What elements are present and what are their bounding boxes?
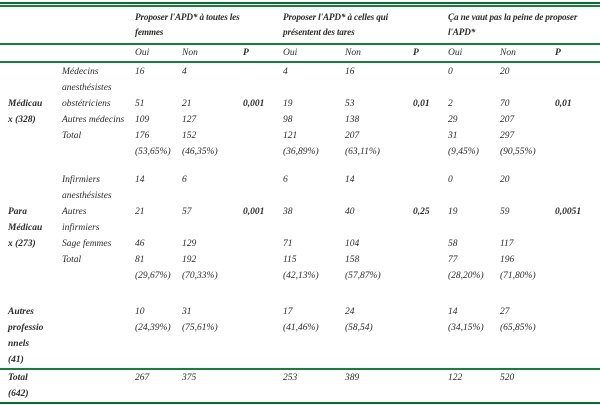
category-label-cell: anesthésistes xyxy=(62,83,112,93)
subheader-row xyxy=(0,45,600,61)
table-row xyxy=(0,236,600,252)
column-header-propose-with-tares xyxy=(283,10,448,40)
value-cell: 0 xyxy=(448,175,453,185)
table-row xyxy=(0,128,600,144)
value-cell: 127 xyxy=(182,115,197,125)
group-label-cell: Total xyxy=(8,373,28,383)
value-cell: 121 xyxy=(283,131,298,141)
value-cell: 53 xyxy=(345,99,355,109)
p-value-cell: 0,0051 xyxy=(555,207,582,217)
value-cell: 4 xyxy=(182,67,187,77)
column-header-line: Proposer l'APD* à celles qui xyxy=(283,12,389,22)
category-label-cell: Autres médecins xyxy=(62,115,125,125)
value-cell: 77 xyxy=(448,255,458,265)
table-row xyxy=(0,80,600,96)
table-row xyxy=(0,172,600,188)
value-cell: 10 xyxy=(135,307,145,317)
value-cell: (28,20%) xyxy=(448,271,484,281)
value-cell: 375 xyxy=(182,373,197,383)
subheader-oui-2: Oui xyxy=(283,48,298,58)
table-row xyxy=(0,64,600,80)
value-cell: 152 xyxy=(182,131,197,141)
value-cell: 207 xyxy=(500,115,515,125)
subheader-non-3: Non xyxy=(500,48,516,58)
group-label-cell: (642) xyxy=(8,389,29,399)
subheader-non-2: Non xyxy=(345,48,361,58)
value-cell: 14 xyxy=(448,307,458,317)
value-cell: 57 xyxy=(182,207,192,217)
value-cell: 27 xyxy=(500,307,510,317)
value-cell: (29,67%) xyxy=(135,271,171,281)
value-cell: 29 xyxy=(448,115,458,125)
group-label-cell: x (273) xyxy=(8,239,36,249)
value-cell: 19 xyxy=(283,99,293,109)
value-cell: 207 xyxy=(345,131,360,141)
value-cell: 192 xyxy=(182,255,197,265)
value-cell: 196 xyxy=(500,255,515,265)
table-row xyxy=(0,96,600,112)
table-body xyxy=(0,63,600,402)
group-label-cell: Para xyxy=(8,207,27,217)
value-cell: 21 xyxy=(135,207,145,217)
subheader-p-1: P xyxy=(243,48,249,58)
subheader-oui-1: Oui xyxy=(135,48,150,58)
table-row xyxy=(0,188,600,204)
group-label-cell: Autres xyxy=(8,307,34,317)
column-header-line: l'APD* xyxy=(448,27,476,37)
subheader-oui-3: Oui xyxy=(448,48,463,58)
table-row xyxy=(0,386,600,402)
category-label-cell: Autres xyxy=(62,207,87,217)
value-cell: 31 xyxy=(182,307,192,317)
value-cell: 158 xyxy=(345,255,360,265)
value-cell: (41,46%) xyxy=(283,323,319,333)
subheader-p-3: P xyxy=(555,48,561,58)
value-cell: (75,61%) xyxy=(182,323,218,333)
table-row xyxy=(0,352,600,368)
table-row xyxy=(0,252,600,268)
group-label-cell: nnels xyxy=(8,339,30,349)
p-value-cell: 0,001 xyxy=(243,207,265,217)
value-cell: (71,80%) xyxy=(500,271,536,281)
value-cell: 58 xyxy=(448,239,458,249)
value-cell: 21 xyxy=(182,99,192,109)
category-label-cell: anesthésistes xyxy=(62,191,112,201)
value-cell: (70,33%) xyxy=(182,271,218,281)
row-spacer xyxy=(0,160,600,172)
category-label-cell: Médecins xyxy=(62,67,99,77)
column-header-line: Proposer l'APD* à toutes les xyxy=(135,12,240,22)
category-label-cell: Total xyxy=(62,131,82,141)
value-cell: (9,45%) xyxy=(448,147,479,157)
value-cell: 4 xyxy=(283,67,288,77)
subheader-non-1: Non xyxy=(182,48,198,58)
value-cell: (36,89%) xyxy=(283,147,319,157)
value-cell: 46 xyxy=(135,239,145,249)
category-label-cell: Sage femmes xyxy=(62,239,112,249)
value-cell: (34,15%) xyxy=(448,323,484,333)
value-cell: (24,39%) xyxy=(135,323,171,333)
value-cell: 129 xyxy=(182,239,197,249)
column-header-line: présentent des tares xyxy=(283,27,355,37)
category-label-cell: Total xyxy=(62,255,82,265)
table-row xyxy=(0,336,600,352)
value-cell: 81 xyxy=(135,255,145,265)
category-label-cell: obstétriciens xyxy=(62,99,111,109)
category-label-cell: infirmiers xyxy=(62,223,100,233)
value-cell: 16 xyxy=(135,67,145,77)
group-label-cell: Médicau xyxy=(8,99,43,109)
value-cell: 115 xyxy=(283,255,297,265)
value-cell: 20 xyxy=(500,67,510,77)
value-cell: 31 xyxy=(448,131,458,141)
p-value-cell: 0,01 xyxy=(413,99,430,109)
value-cell: (42,13%) xyxy=(283,271,319,281)
row-spacer xyxy=(0,284,600,304)
value-cell: 104 xyxy=(345,239,360,249)
column-header-not-worth-proposing xyxy=(448,10,600,40)
subheader-p-2: P xyxy=(413,48,419,58)
value-cell: 70 xyxy=(500,99,510,109)
value-cell: 6 xyxy=(182,175,187,185)
value-cell: 59 xyxy=(500,207,510,217)
p-value-cell: 0,001 xyxy=(243,99,265,109)
column-header-line: femmes xyxy=(135,27,164,37)
category-label-cell: Infirmiers xyxy=(62,175,100,185)
table-row xyxy=(0,144,600,160)
value-cell: 0 xyxy=(448,67,453,77)
value-cell: 389 xyxy=(345,373,360,383)
value-cell: 297 xyxy=(500,131,515,141)
value-cell: 253 xyxy=(283,373,298,383)
value-cell: 20 xyxy=(500,175,510,185)
table-row xyxy=(0,268,600,284)
value-cell: 122 xyxy=(448,373,463,383)
table-row xyxy=(0,320,600,336)
table-header-row xyxy=(0,7,600,43)
value-cell: 17 xyxy=(283,307,293,317)
table-row xyxy=(0,112,600,128)
value-cell: (63,11%) xyxy=(345,147,380,157)
group-label-cell: Médicau xyxy=(8,223,43,233)
value-cell: 14 xyxy=(135,175,145,185)
table-row xyxy=(0,370,600,386)
value-cell: 71 xyxy=(283,239,293,249)
p-value-cell: 0,25 xyxy=(413,207,430,217)
value-cell: (53,65%) xyxy=(135,147,171,157)
group-label-cell: x (328) xyxy=(8,115,36,125)
value-cell: 267 xyxy=(135,373,150,383)
value-cell: (58,54) xyxy=(345,323,373,333)
value-cell: 40 xyxy=(345,207,355,217)
column-header-propose-all-women xyxy=(135,10,283,40)
table-row xyxy=(0,220,600,236)
value-cell: 138 xyxy=(345,115,360,125)
group-label-cell: professio xyxy=(8,323,44,333)
table-row xyxy=(0,204,600,220)
value-cell: 38 xyxy=(283,207,293,217)
table-row xyxy=(0,304,600,320)
column-header-line: Ça ne vaut pas la peine de proposer xyxy=(448,12,578,22)
p-value-cell: 0,01 xyxy=(555,99,572,109)
value-cell: (46,35%) xyxy=(182,147,218,157)
value-cell: 24 xyxy=(345,307,355,317)
value-cell: (65,85%) xyxy=(500,323,536,333)
value-cell: 6 xyxy=(283,175,288,185)
value-cell: (57,87%) xyxy=(345,271,381,281)
value-cell: 14 xyxy=(345,175,355,185)
value-cell: 520 xyxy=(500,373,515,383)
value-cell: 117 xyxy=(500,239,514,249)
value-cell: (90,55%) xyxy=(500,147,536,157)
value-cell: 176 xyxy=(135,131,150,141)
value-cell: 51 xyxy=(135,99,145,109)
value-cell: 19 xyxy=(448,207,458,217)
value-cell: 109 xyxy=(135,115,150,125)
value-cell: 16 xyxy=(345,67,355,77)
group-label-cell: (41) xyxy=(8,355,24,365)
value-cell: 98 xyxy=(283,115,293,125)
value-cell: 2 xyxy=(448,99,453,109)
